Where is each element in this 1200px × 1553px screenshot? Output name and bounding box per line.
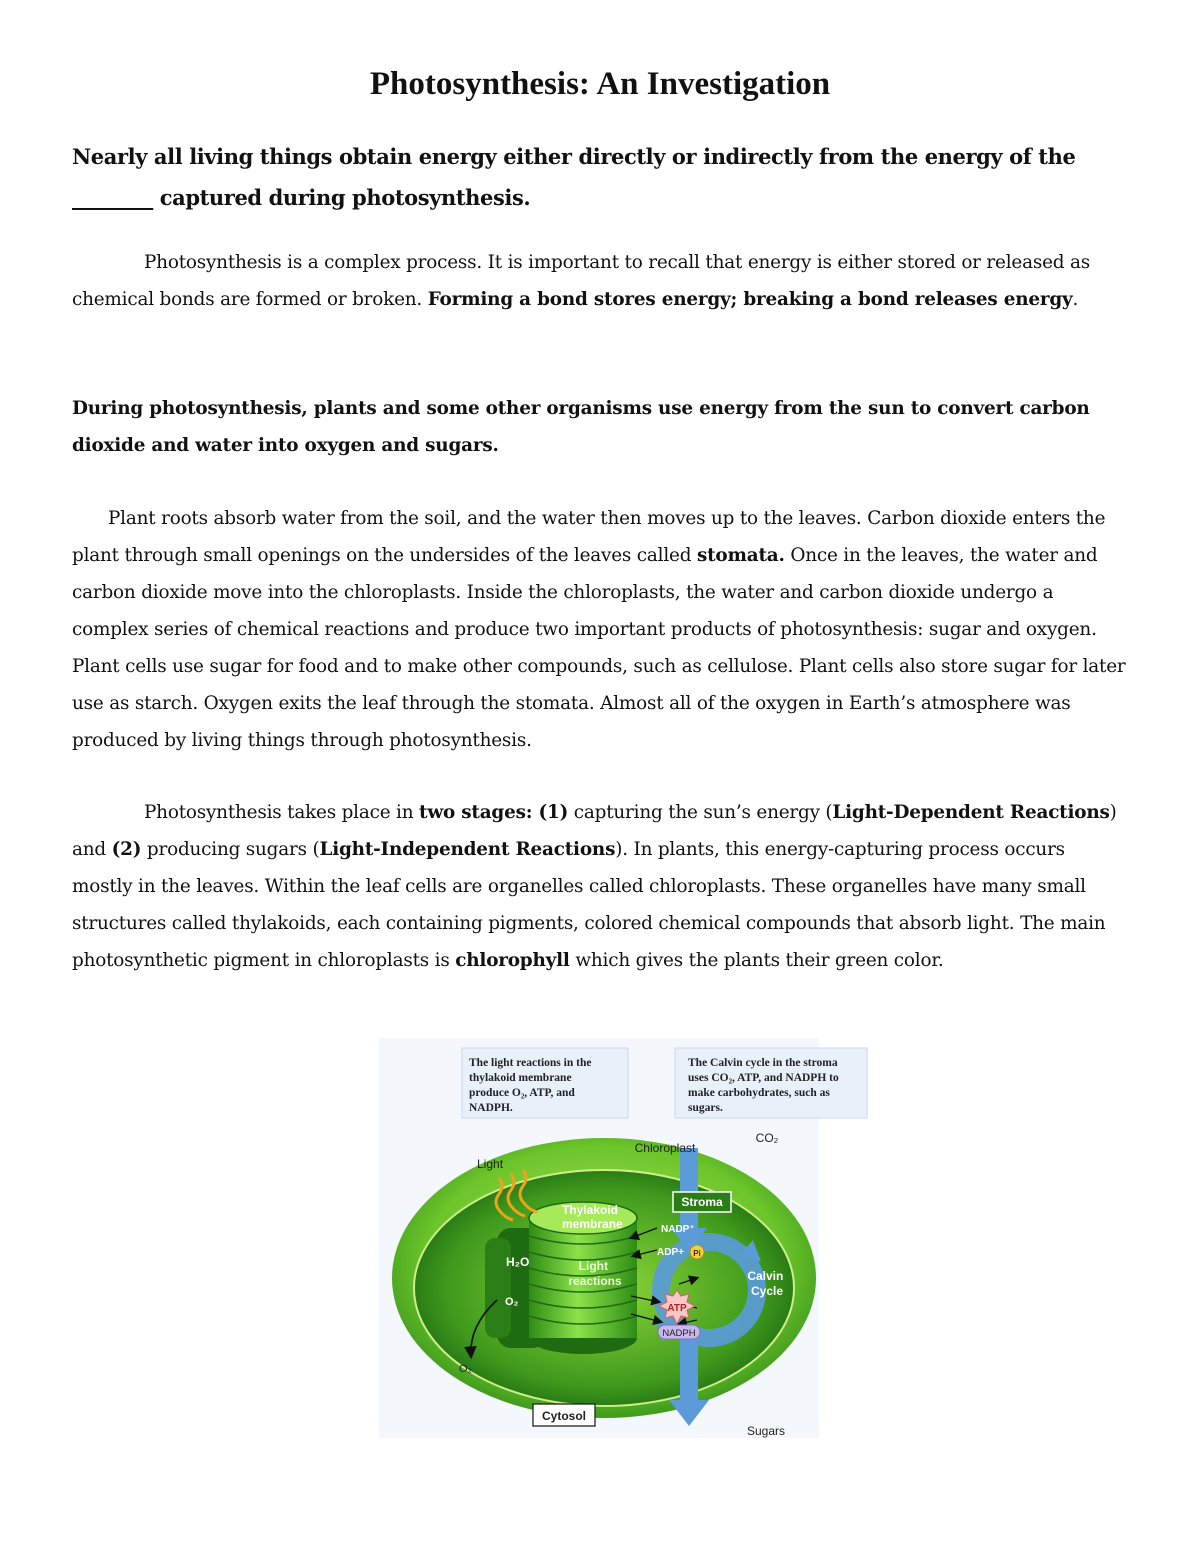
- p1-bold: Forming a bond stores energy; breaking a bond releases energy: [427, 289, 1073, 310]
- light-reactions-line: reactions: [568, 1274, 622, 1288]
- light-label: Light: [477, 1157, 504, 1171]
- nadph-pill: [658, 1325, 700, 1339]
- p2-bold: During photosynthesis, plants and some other organisms use energy from the sun to convert carbon dioxide and water into oxygen and sugars: [72, 398, 1090, 456]
- p4-b4: Light-Independent Reactions: [319, 839, 616, 860]
- co2-label: CO₂: [755, 1131, 779, 1145]
- light-reactions-line: Light: [578, 1259, 608, 1273]
- p4-t4: producing sugars (: [146, 839, 320, 860]
- calvin-label-line: Calvin: [747, 1269, 784, 1283]
- callout-right-line: make carbohydrates, such as: [688, 1087, 830, 1099]
- p4-t2: capturing the sun’s energy (: [573, 802, 833, 823]
- callout-right-line: sugars.: [688, 1102, 723, 1114]
- lead-statement: [72, 136, 1128, 218]
- p4-t1: Photosynthesis takes place in: [144, 802, 414, 823]
- nadph-label: NADPH: [662, 1328, 696, 1339]
- p4-b3: (2): [111, 839, 142, 860]
- p4-t5: ). In plants, this energy-capturing process occurs mostly in the leaves. Within the leaf cells are organelles called chloroplasts. These organelles have many small structures called thylakoids, each containing pigments, colored chemical compounds that absorb light. The main photosynthetic pigment in chloroplasts is: [72, 839, 1106, 971]
- page-title: Photosynthesis: An Investigation: [369, 66, 831, 102]
- callout-right-line: The Calvin cycle in the stroma: [688, 1057, 838, 1069]
- p4-b5: chlorophyll: [455, 950, 570, 971]
- adp-label: ADP+: [657, 1247, 684, 1258]
- sugars-label: Sugars: [746, 1424, 786, 1438]
- p3-text2: Once in the leaves, the water and carbon dioxide move into the chloroplasts. Inside the chloroplasts, the water and carbon dioxide undergo a complex series of chemical reactions and produce two important products of photosynthesis: sugar and oxygen. Plant cells use sugar for food and to make other compounds, such as cellulose. Plant cells also store sugar for later use as starch. Oxygen exits the leaf through the stomata. Almost all of the oxygen in Earth’s atmosphere was produced by living things through photosynthesis.: [72, 545, 1126, 751]
- lead-text: Nearly all living things obtain energy either directly or indirectly from the energy of the: [72, 144, 1076, 169]
- thylakoid-label-line: membrane: [562, 1217, 623, 1231]
- callout-right-line: uses CO₂, ATP, and NADPH to: [688, 1072, 839, 1084]
- callout-left-line: NADPH.: [469, 1102, 513, 1114]
- thylakoid-label: [562, 1203, 623, 1231]
- callout-left-line: produce O₂, ATP, and: [469, 1087, 575, 1099]
- p2-end: .: [492, 435, 499, 456]
- calvin-label: [747, 1269, 786, 1298]
- p1-text: Photosynthesis is a complex process. It is important to recall that energy is either stored or released as chemical bonds are formed or broken.: [72, 252, 1090, 310]
- pi-label: Pi: [693, 1249, 701, 1258]
- fill-in-blank: ________: [72, 185, 153, 210]
- p4-t6: which gives the plants their green color.: [575, 950, 944, 971]
- callout-left-line: The light reactions in the: [469, 1057, 592, 1069]
- p4-b2: Light-Dependent Reactions: [832, 802, 1110, 823]
- chloroplast-diagram: [379, 1038, 839, 1438]
- h2o-label: H₂O: [506, 1255, 530, 1269]
- chloroplast-diagram-svg: [379, 1038, 839, 1438]
- p3-text1: Plant roots absorb water from the soil, and the water then moves up to the leaves. Carbon dioxide enters the plant through small openings on the undersides of the leaves called: [72, 508, 1106, 566]
- stroma-label: Stroma: [681, 1195, 723, 1209]
- lead-text-end: captured during photosynthesis.: [159, 185, 531, 210]
- callout-left-line: thylakoid membrane: [469, 1072, 572, 1084]
- paragraph-definition: [72, 390, 1128, 464]
- atp-label: ATP: [667, 1303, 687, 1314]
- paragraph-energy-bonds: [72, 244, 1128, 318]
- nadp-label: NADP⁺: [661, 1224, 695, 1235]
- p4-b1: two stages: (1): [419, 802, 569, 823]
- o2-inner-label: O₂: [505, 1296, 519, 1308]
- p3-bold: stomata.: [696, 545, 785, 566]
- paragraph-two-stages: [72, 794, 1128, 979]
- p4-t3: ) and: [72, 802, 1117, 860]
- o2-outer-label: O₂: [459, 1363, 472, 1375]
- cytosol-label: Cytosol: [541, 1409, 587, 1423]
- chloroplast-label: Chloroplast: [634, 1141, 696, 1155]
- calvin-label-line: Cycle: [750, 1284, 784, 1298]
- p1-end: .: [1072, 289, 1079, 310]
- paragraph-process: [72, 500, 1128, 759]
- thylakoid-label-line: Thylakoid: [562, 1203, 619, 1217]
